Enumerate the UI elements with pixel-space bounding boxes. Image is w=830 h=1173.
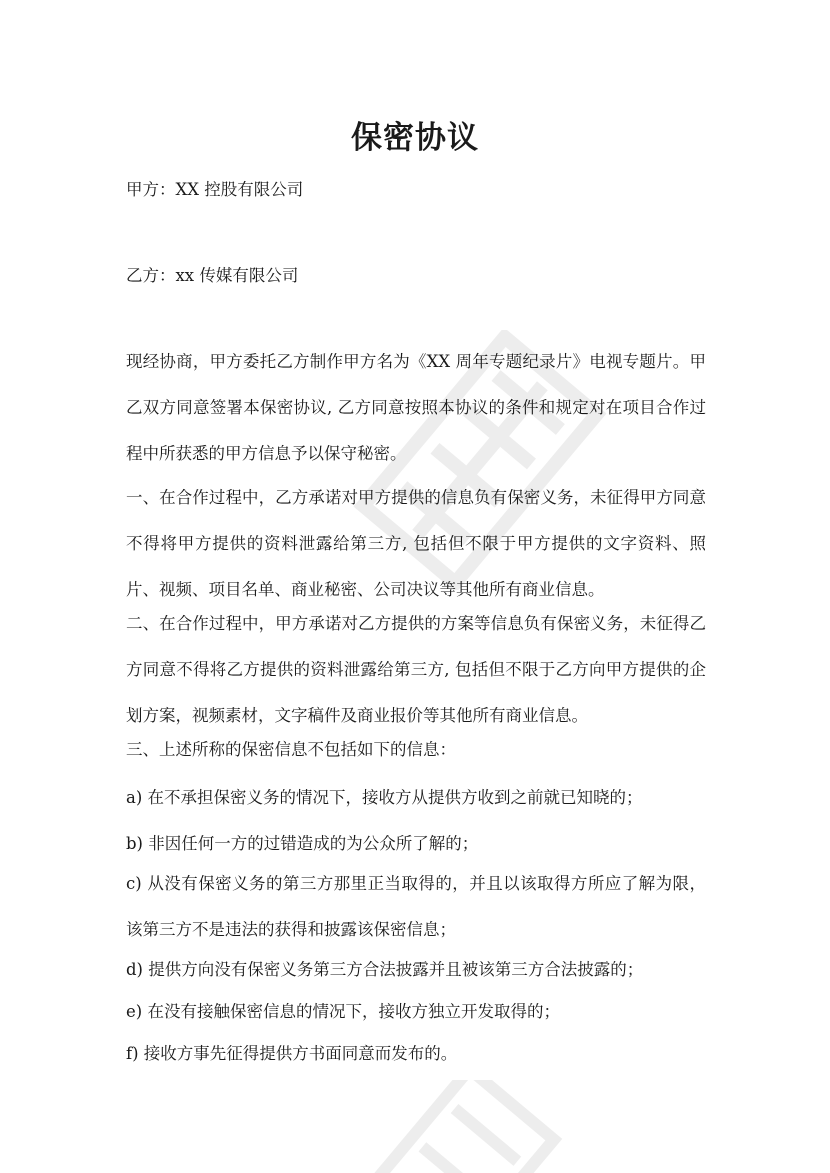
party-a: 甲方：XX 控股有限公司 bbox=[126, 180, 304, 199]
clause-3: 三、上述所称的保密信息不包括如下的信息： bbox=[126, 740, 456, 759]
clause-2: 二、在合作过程中，甲方承诺对乙方提供的方案等信息负有保密义务，未征得乙方同意不得将乙方提供的资料泄露给第三方, 包括但不限于乙方向甲方提供的企划方案，视频素材，文字稿件及商业报价等其他所有商业信息。 bbox=[126, 614, 706, 725]
watermark-stamp-bottom-icon bbox=[300, 1080, 600, 1173]
exception-c: c) 从没有保密义务的第三方那里正当取得的，并且以该取得方所应了解为限，该第三方不是违法的获得和披露该保密信息； bbox=[126, 874, 706, 939]
clause-1: 一、在合作过程中，乙方承诺对甲方提供的信息负有保密义务，未征得甲方同意不得将甲方提供的资料泄露给第三方, 包括但不限于甲方提供的文字资料、照片、视频、项目名单、商业秘密、公司决议等其他所有商业信息。 bbox=[126, 488, 706, 599]
intro-paragraph: 现经协商，甲方委托乙方制作甲方名为《XX 周年专题纪录片》电视专题片。甲乙双方同意签署本保密协议, 乙方同意按照本协议的条件和规定对在项目合作过程中所获悉的甲方信息予以保守秘密。 bbox=[126, 352, 706, 463]
exception-f: f) 接收方事先征得提供方书面同意而发布的。 bbox=[126, 1044, 458, 1063]
exception-b: b) 非因任何一方的过错造成的为公众所了解的； bbox=[126, 834, 479, 853]
page-title: 保密协议 bbox=[351, 120, 479, 156]
exception-a: a) 在不承担保密义务的情况下，接收方从提供方收到之前就已知晓的； bbox=[126, 788, 643, 807]
party-b: 乙方：xx 传媒有限公司 bbox=[126, 266, 299, 285]
exception-e: e) 在没有接触保密信息的情况下，接收方独立开发取得的； bbox=[126, 1002, 560, 1021]
exception-d: d) 提供方向没有保密义务第三方合法披露并且被该第三方合法披露的； bbox=[126, 960, 644, 979]
